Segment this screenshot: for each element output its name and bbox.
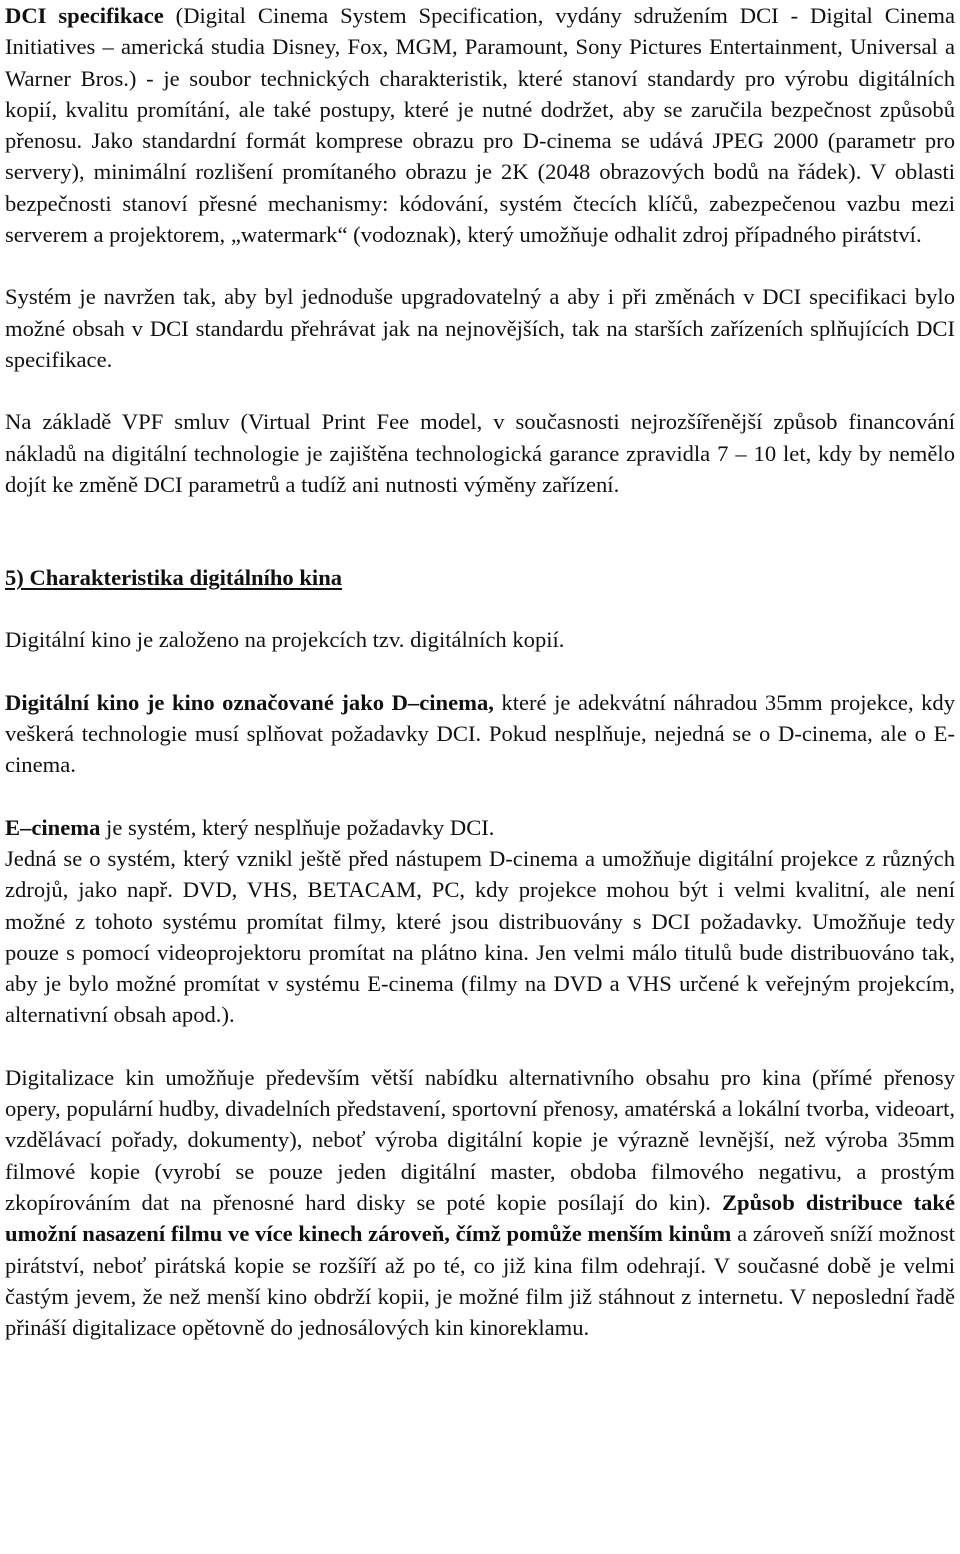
paragraph-e-cinema: [5, 812, 955, 843]
document-page: [5, 0, 955, 1343]
paragraph-d-cinema: [5, 687, 955, 781]
term-dci-specifikace: DCI specifikace: [5, 3, 164, 28]
emphasis-distribution: Způsob distribuce také umožní nasazení filmu ve více kinech zároveň, čímž pomůže menším kinům: [5, 1189, 955, 1247]
paragraph-digital-cinema-intro: Digitální kino je založeno na projekcích tzv. digitálních kopií.: [5, 627, 565, 653]
paragraph-dci-specification: [5, 0, 955, 250]
paragraph-digitalization-text-a: Digitalizace kin umožňuje především větší nabídku alternativního obsahu pro kina (přímé přenosy opery, populární hudby, divadelních představení, sportovní přenosy, amatérská a lokální tvorba, videoart, vzdělávací pořady, dokumenty), neboť výroba digitální kopie je výrazně levnější, než výroba 35mm filmové kopie (vyrobí se pouze jeden digitální master, obdoba filmového negativu, a prostým zkopírováním dat na přenosné hard disky se poté kopie posílají do kin).: [5, 1064, 955, 1215]
paragraph-e-cinema-text: je systém, který nesplňuje požadavky DCI.: [100, 814, 495, 840]
paragraph-e-cinema-details: Jedná se o systém, který vznikl ještě před nástupem D-cinema a umožňuje digitální projekce z různých zdrojů, jako např. DVD, VHS, BETACAM, PC, kdy projekce mohou být i velmi kvalitní, ale není možné z tohoto systému promítat filmy, které jsou distribuovány s DCI požadavky. Umožňuje tedy pouze s pomocí videoprojektoru promítat na plátno kina. Jen velmi málo titulů bude distribuováno tak, aby je bylo možné promítat v systému E-cinema (filmy na DVD a VHS určené k veřejným projekcím, alternativní obsah apod.).: [5, 845, 955, 1028]
term-e-cinema: E–cinema: [5, 814, 101, 840]
paragraph-dci-specification-text: (Digital Cinema System Specification, vydány sdružením DCI - Digital Cinema Initiatives – americká studia Disney, Fox, MGM, Paramount, Sony Pictures Entertainment, Universal a Warner Bros.) - je soubor technických charakteristik, které stanoví standardy pro výrobu digitálních kopií, kvalitu promítání, ale také postupy, které je nutné dodržet, aby se zaručila bezpečnost způsobů přenosu. Jako standardní formát komprese obrazu pro D-cinema se udává JPEG 2000 (parametr pro servery), minimální rozlišení promítaného obrazu je 2K (2048 obrazových bodů na řádek). V oblasti bezpečnosti stanoví přesné mechanismy: kódování, systém čtecích klíčů, zabezpečenou vazbu mezi serverem a projektorem, „watermark“ (vodoznak), který umožňuje odhalit zdroj případného pirátství.: [5, 3, 955, 248]
section-heading: 5) Charakteristika digitálního kina: [5, 565, 343, 591]
section-heading-wrap: [5, 562, 955, 593]
term-d-cinema: Digitální kino je kino označované jako D–cinema,: [5, 689, 494, 715]
paragraph-digitalization-text-b: a zároveň sníží možnost pirátství, neboť pirátská kopie se rozšíří až po té, co již kina film odehrají. V současné době je velmi častým jevem, že než menší kino obdrží kopii, je možné film již stáhnout z internetu. V neposlední řadě přináší digitalizace opětovně do jednosálových kin kinoreklamu.: [5, 1221, 956, 1341]
paragraph-upgradability: Systém je navržen tak, aby byl jednoduše upgradovatelný a aby i při změnách v DCI specifikaci bylo možné obsah v DCI standardu přehrávat jak na nejnovějších, tak na starších zařízeních splňujících DCI specifikace.: [5, 284, 955, 372]
paragraph-digitalization: [5, 1062, 955, 1344]
paragraph-vpf-contracts: Na základě VPF smluv (Virtual Print Fee model, v současnosti nejrozšířenější způsob financování nákladů na digitální technologie je zajištěna technologická garance zpravidla 7 – 10 let, kdy by nemělo dojít ke změně DCI parametrů a tudíž ani nutnosti výměny zařízení.: [5, 409, 955, 497]
paragraph-d-cinema-text: které je adekvátní náhradou 35mm projekce, kdy veškerá technologie musí splňovat požadavky DCI. Pokud nesplňuje, nejedná se o D-cinema, ale o E-cinema.: [5, 689, 956, 778]
